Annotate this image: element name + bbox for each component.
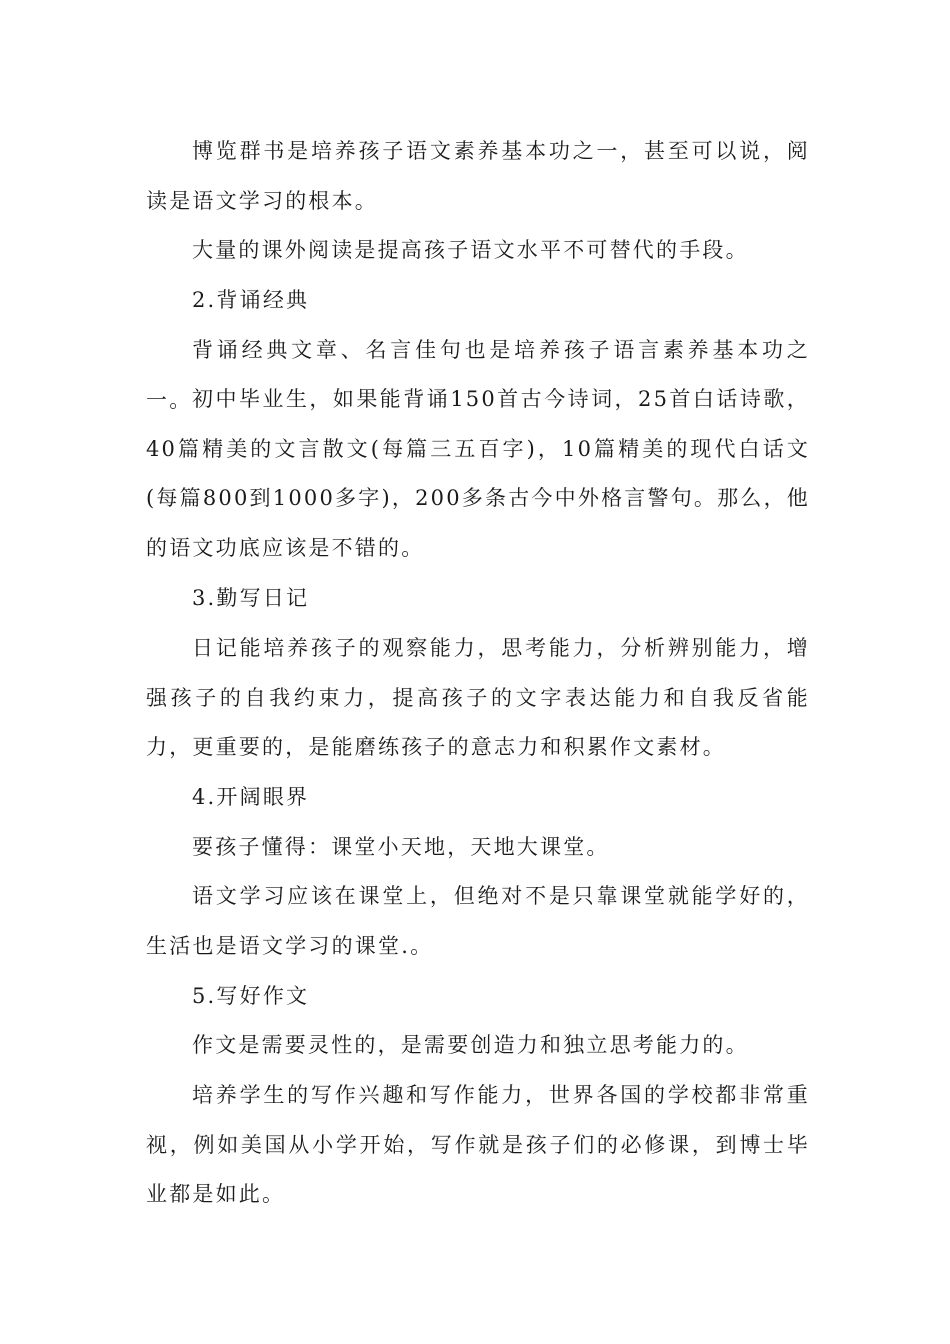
paragraph-extracurricular: 大量的课外阅读是提高孩子语文水平不可替代的手段。 <box>192 238 749 262</box>
heading-horizons: 4.开阔眼界 <box>192 785 310 809</box>
paragraph-graduates: 初中毕业生，如果能背诵150首古今诗词，25首白话诗歌，40篇精美的文言散文(每篇三五百字)，10篇精美的现代白话文(每篇800到1000多字)，200多条古今中外格言警句。那么，他的语文功底应该是不错的。 <box>146 387 810 560</box>
paragraph-classroom: 要孩子懂得：课堂小天地，天地大课堂。 <box>192 835 610 859</box>
heading-recite-classics: 2.背诵经典 <box>192 288 310 312</box>
paragraph-recite: 背诵经典文章、名言佳句也是培养孩子语言素养基本功之一。 <box>146 338 810 412</box>
heading-composition: 5.写好作文 <box>192 984 310 1008</box>
paragraph-creativity: 作文是需要灵性的，是需要创造力和独立思考能力的。 <box>192 1033 749 1057</box>
paragraph-diary: 日记能培养孩子的观察能力，思考能力，分析辨别能力，增强孩子的自我约束力，提高孩子的文字表达能力和自我反省能力，更重要的，是能磨练孩子的意志力和积累作文素材。 <box>146 636 810 759</box>
heading-diary: 3.勤写日记 <box>192 586 310 610</box>
paragraph-life-learning: 语文学习应该在课堂上，但绝对不是只靠课堂就能学好的，生活也是语文学习的课堂.。 <box>146 884 810 958</box>
paragraph-writing-skills: 培养学生的写作兴趣和写作能力，世界各国的学校都非常重视，例如美国从小学开始，写作就是孩子们的必修课，到博士毕业都是如此。 <box>146 1083 810 1206</box>
paragraph-reading: 博览群书是培养孩子语文素养基本功之一，甚至可以说，阅读是语文学习的根本。 <box>146 139 810 213</box>
